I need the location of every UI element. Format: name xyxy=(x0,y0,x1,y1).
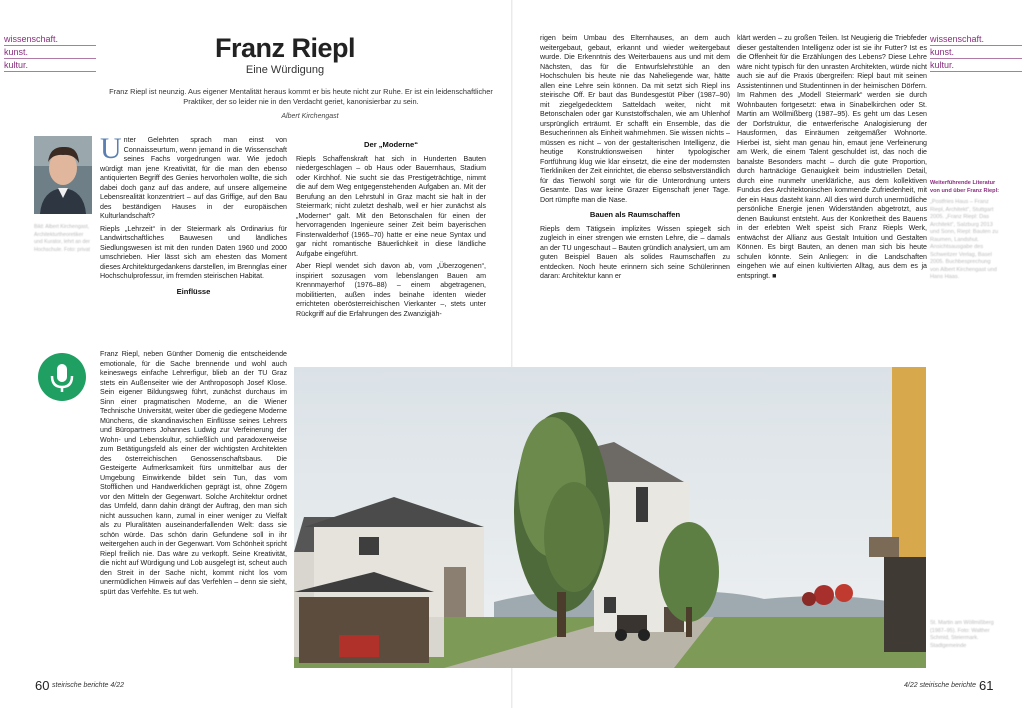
footer-magazine-right: 4/22 steirische berichte xyxy=(904,682,976,689)
article-title: Franz Riepl xyxy=(214,33,356,63)
article-author: Albert Kirchengast xyxy=(281,113,339,120)
text-column-2 xyxy=(296,135,486,357)
paragraph: nter Gelehrten sprach man einst von Connaisseurtum, wenn jemand in die Wissenschaft seines Fachs vorgedrungen war. Wie jedoch würdigt man jene Kreativität, für die man den ebenso antiquierten Begriff des Genies hervorholen wollte, die sich dabei doch ganz auf das andere, auf unsere allgemeine Lebensrealität konzentriert – auf das Griffige, auf den Bau des beständigen Hauses in der europäischen Kulturlandschaft? xyxy=(100,136,287,220)
paragraph: Aber Riepl wendet sich davon ab, vom „Überzogenen“, inspiriert sozusagen vom lebenslangen Bauen am Krennmayerhof (1976–88) – einem abgetragenen, mobilitierten, außen indes beinahe identen wieder errichteten oberösterreichischen Vierkanter –, stets unter Rückgriff auf die Erfahrungen des Zwanzigjäh- xyxy=(296,262,486,318)
microphone-icon[interactable] xyxy=(38,353,86,401)
paragraph: Franz Riepl, neben Günther Domenig die entscheidende emotionale, für die Sache brennende und wohl auch keineswegs einfache Lehrerfigur, blieb an der TU Graz stets ein Außenseiter wie der Anthroposoph Josef Klose. Sein eigener Bildungsweg führt, zunächst durchaus im Sinn einer pragmatischen Moderne, an die Wiener Technische Universität, weiter über die gediegene Moderne Münchens, die skandinavischen Einflüsse seines Lehrers und Büropartners Johannes Ludwig zur Verfeinerung der Wohn- und Lebenskultur, schließlich und paradoxerweise zum Betätigungsfeld als einer der wichtigsten Architekten des österreichischen Genossenschaftsbaus. Die Gesteigerte Aufmerksamkeit fürs unmittelbar aus der Umgebung Einwirkende bildet sein Tun, das vom Stofflichen und Handwerklichen geprägt ist, ohne Zögern vor den Mitteln der Gegenwart. Solche Architektur ordnet das Umfeld, dann dahin drängt der Auftrag, den man sich nicht aussuchen kann, zumal in einer weniger zu Vielfalt als zu Pluralitäten auseinanderfallenden Welt: dass sie schön würde. Das schön darin Gefundene soll in ihr weitergehen auch in der Gegenwart. Vom Schönheit spricht Riepl freilich nie. Das wäre zu verkopft. Seine Kreativität, die nicht auf Würdigung und Lob ausgelegt ist, scheut auch den Streit in der Sache nicht, kommt nicht los vom unermüdlichen Hinweis auf das Verfehlen – denn sie sieht, spürt das Verfehlte. Es tut weh. xyxy=(100,350,287,596)
kicker-item: kultur. xyxy=(4,59,96,72)
page-number-right: 61 xyxy=(979,678,994,693)
text-column-4 xyxy=(737,34,927,358)
photo-caption: St. Martin am Wöllmißberg (1987–95). Foto: Walther Schmid, Steiermark. Stadtgemeinde xyxy=(930,620,994,649)
literature-body: „Postfries Haus – Franz Riepl, Architekt“, Stuttgart 2005. „Franz Riepl: Das Architekt“, Salzburg 2013 und Sonn, Riepl: Bauten zu Raumen, Landshut. Ansichtsausgabe des Schweitzer Verlag, Basel 2005. Buchbesprechung von Albert Kirchengast und Hans Haas. xyxy=(930,199,999,280)
section-heading: Der „Moderne“ xyxy=(363,140,418,149)
paragraph: Riepls „Lehrzeit“ in der Steiermark als Ordinarius für Landwirtschaftliches Bauwesen und ländliches Siedlungswesen ist mit den runden Daten 1960 und 2000 umschrieben. Hier lässt sich am ehesten das Moment dieses Architekturgedankens darstellen, im Brennglas einer Hochschulprofessur, im fremden steirischen Habitat. xyxy=(100,224,287,280)
article-lead: Franz Riepl ist neunzig. Aus eigener Mentalität heraus kommt er bis heute nicht zur Ruhe. Er ist ein leidenschaftlicher Praktiker, der so leider nie in den Verdacht geriet, kanonisierbar zu sein. xyxy=(109,87,493,106)
section-kicker-left xyxy=(4,33,96,72)
article-subtitle: Eine Würdigung xyxy=(245,64,325,76)
paragraph: Riepls dem Tätigsein implizites Wissen spiegelt sich zugleich in einer strengen wie ernsten Lehre, die – damals an der TU ungeschaut – Bauten gründlich analysiert, um am guten Beispiel Bauen als solides Raumschaffen zu entdecken. Noch heute erinnern sich seine Schülerinnen daran: Architektur kann er xyxy=(540,224,730,280)
text-column-1b xyxy=(100,350,287,668)
kicker-item: kunst. xyxy=(930,46,1022,59)
text-column-3 xyxy=(540,34,730,358)
author-caption: Bild: Albert Kirchengast, Architekturtheoretiker und Kurator, lehrt an der Hochschule. Foto: privat xyxy=(34,224,90,253)
kicker-item: kultur. xyxy=(930,59,1022,72)
paragraph: rigen beim Umbau des Elternhauses, an dem auch weitergebaut, gebaut, erkannt und wieder weitergebaut wurde. Die Erkenntnis des Weiterbauens aus und mit dem Nächsten, das für die Entwurfslehrstühle an den Hochschulen bis heute nie das Naheliegende war, hätte allen eine Lehre sein können. Da mit setzt sich Riepl ins steirische Off. Er baut das Bundesgestüt Piber (1987–90) mit ziegelgedecktem Satteldach weiter, nicht mit Betonschalen oder gar Kunststoffschalen, wie am Uhlenhof ursprünglich erträumt. Er schafft ein Ensemble, das die Besucherinnen als Einheit wahrnehmen. Sie wissen nichts – müssen es nicht – von der gestalterischen Intelligenz, die heutige Konstruktionsweisen hinter typologischer Fortführung klug wie klar einsetzt, die eine der modernsten Tierkliniken der Zeit einrichtet, die ebenso selbstverständlich für das Tierwohl sorgt wie für die Unterordnung unters Gesamte. Das war keine Grazer Eigenschaft jener Tage. Dort rümpfte man die Nase. xyxy=(540,34,730,204)
footer-magazine-left: steirische berichte 4/22 xyxy=(52,682,124,689)
kicker-item: kunst. xyxy=(4,46,96,59)
building-photo xyxy=(294,367,926,668)
page-number-left: 60 xyxy=(35,678,50,693)
section-heading: Bauen als Raumschaffen xyxy=(589,210,681,219)
literature-title: Weiterführende Literatur von und über Franz Riepl: xyxy=(930,180,999,194)
literature-box xyxy=(930,180,1000,282)
kicker-item: wissenschaft. xyxy=(4,33,96,46)
author-portrait xyxy=(34,136,92,214)
kicker-item: wissenschaft. xyxy=(930,33,1022,46)
section-heading: Einflüsse xyxy=(176,286,211,296)
drop-cap: U xyxy=(100,136,122,165)
end-mark: ■ xyxy=(772,271,777,280)
paragraph: klärt werden – zu großen Teilen. Ist Neugierig die Triebfeder dieser gestaltenden Intelligenz oder ist sie ihr Futter? Ist es die Offenheit für die Erzählungen des Lebens? Diese Lehre wäre nicht typisch für den unrasten Architekten, würde nicht auch sie auf die Praxis übergreifen: Riepl baut mit seinen Assistentinnen und Studentinnen in der heimischen Dörfern. Im Rahmen des „Modell Steiermark“ werden sie durch Wohnbauten fortgesetzt: etwa in Sinabelkirchen oder St. Martin am Wöllmißberg (1987–95). Es geht um das Lesen der Dorfstruktur, die entwerferische Analogisierung der Hausformen, das Einräumen zeitgemäßer Wohnorte. Hierbei ist, sieht man genau hin, emaut jene Verfeinerung am Werk, die einem Talent geschuldet ist, das noch die banalste Besonders macht – durch die gute Proportion, durch hartnäckige Genauigkeit beim industriellen Detail, durch eine nunmehr unerklärliche, aus dem kollektiven Fundus des Architektonischen kommende Zufriedenheit, mit der ein Haus dasteht kann. All dies wird durch unermüdliche persönliche Energie jenen Widerständen abgetrotzt, aus denen Baukunst entsteht. Aus der Konkretheit des Bauens in der erlebten Welt speist sich Franz Riepls Werk, entwächst der Allianz aus Gestalt Intuition und Gestalten Können. Es birgt Bauten, an denen man sich bis heute schulen könnte. Sein Anliegen: in die Landschaften eingehen wie auf einen kultivierten Alltag, aus dem es ja entspringt. xyxy=(737,34,927,280)
section-kicker-right xyxy=(930,33,1022,72)
paragraph: Riepls Schaffenskraft hat sich in Hunderten Bauten niedergeschlagen – ob Haus oder Bauernhaus, Stadium oder Kirchhof. Nie sucht sie das Prestigeträchtige, nimmt die auf dem Weg entgegenstehenden Aufgaben an. Mit der Berufung an den Lehrstuhl in Graz macht sie halt in der Steiermark; nicht zuletzt deshalb, weil er hier zunächst als „Moderner“ galt. Mit den Betonschalen für einen der hervorragenden Ingenieure seiner Zeit beim bayerischen Finsterwalderhof (1965–70) hatte er eine neue Syntax und gar nicht romantische Bäuerlichkeit in diese ländliche Aufgabe eingeführt. xyxy=(296,154,486,258)
